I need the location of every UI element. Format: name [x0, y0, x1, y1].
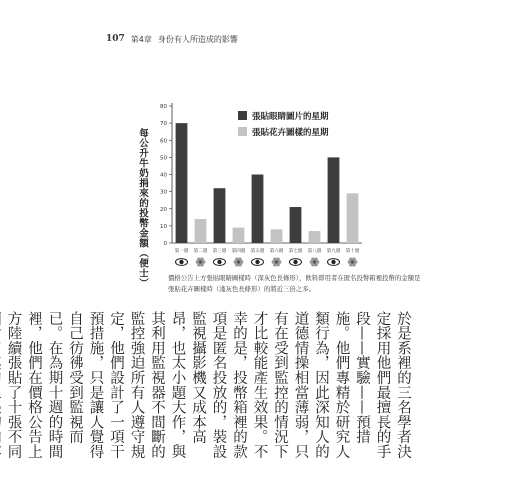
- bar-6: [271, 229, 283, 243]
- y-tick-label: 40: [160, 172, 167, 179]
- y-tick-label: 70: [160, 121, 167, 128]
- x-tick-label: 第五週: [250, 249, 265, 254]
- flower-icon: [199, 260, 202, 263]
- eye-icon-pupil: [293, 260, 297, 264]
- x-tick-label: 第十週: [345, 249, 360, 254]
- eye-icon-pupil: [179, 260, 183, 264]
- y-tick-label: 50: [160, 155, 167, 162]
- page-number: 107: [106, 34, 125, 44]
- figure-caption: 價格公告上方張貼眼睛圖樣時（深灰色長條形），飲料即用者在匿名投幣箱裡投幣的金額是張貼花卉圖樣時（淺灰色長條形）的將近三倍之多。: [168, 274, 421, 293]
- bar-chart: [130, 95, 370, 275]
- x-tick-label: 第六週: [269, 249, 284, 254]
- bar-2: [195, 219, 207, 243]
- x-tick-label: 第九週: [326, 249, 341, 254]
- bar-5: [252, 175, 264, 244]
- legend-label-1: 張貼眼睛圖片的星期: [252, 112, 329, 122]
- x-tick-label: 第三週: [212, 249, 227, 254]
- legend-swatch-1: [238, 111, 247, 120]
- eye-icon-pupil: [331, 260, 335, 264]
- y-tick-label: 80: [160, 104, 167, 110]
- bar-4: [233, 228, 245, 243]
- y-tick-label: 60: [160, 138, 167, 145]
- eye-icon-pupil: [255, 260, 259, 264]
- bar-7: [290, 207, 302, 243]
- flower-icon: [351, 260, 354, 263]
- x-tick-label: 第二週: [193, 249, 208, 254]
- page-header: [106, 34, 238, 45]
- bar-8: [309, 231, 321, 243]
- chapter-title: 身份有人所造成的影響: [157, 35, 238, 44]
- x-tick-label: 第七週: [288, 249, 303, 254]
- bar-10: [347, 193, 359, 243]
- eye-icon-pupil: [217, 260, 221, 264]
- x-tick-label: 第一週: [174, 249, 189, 254]
- y-tick-label: 10: [160, 223, 167, 230]
- body-text: [5, 311, 413, 461]
- y-tick-label: 20: [160, 206, 167, 213]
- bar-1: [176, 123, 188, 243]
- bar-9: [328, 157, 340, 243]
- y-tick-label: 0: [163, 241, 167, 247]
- y-tick-label: 30: [160, 189, 167, 196]
- bar-3: [214, 188, 226, 243]
- x-tick-label: 第四週: [231, 249, 246, 254]
- y-axis-label: 每公升牛奶捐來的投幣金額（便士）: [137, 128, 148, 288]
- flower-icon: [237, 260, 240, 263]
- chapter-label: 第4章: [130, 35, 152, 44]
- x-tick-label: 第八週: [307, 249, 322, 254]
- legend-label-2: 張貼花卉圖樣的星期: [252, 128, 329, 138]
- body-paragraph: 於是系裡的三名學者決定採用他們最擅長的手段——實驗——預措施。他們專精於研究人類行為，因此深知人的道德情操相當薄弱，只有在受到監控的情況下才比較能產生效果。不幸的是，投幣箱裡的款項是匿名投放的，裝設監視攝影機又成本高昂，也太小題大作，與其利用監視器不間斷的監控強迫所有人遵守規定，他們設計了一項干預措施，只是讓人覺得自己彷彿受到監視而已。在為期十週的時間裡，他們在價格公告上方陸續張貼了十張不同: [5, 311, 411, 459]
- flower-icon: [275, 260, 278, 263]
- flower-icon: [313, 260, 316, 263]
- legend-swatch-2: [238, 127, 247, 136]
